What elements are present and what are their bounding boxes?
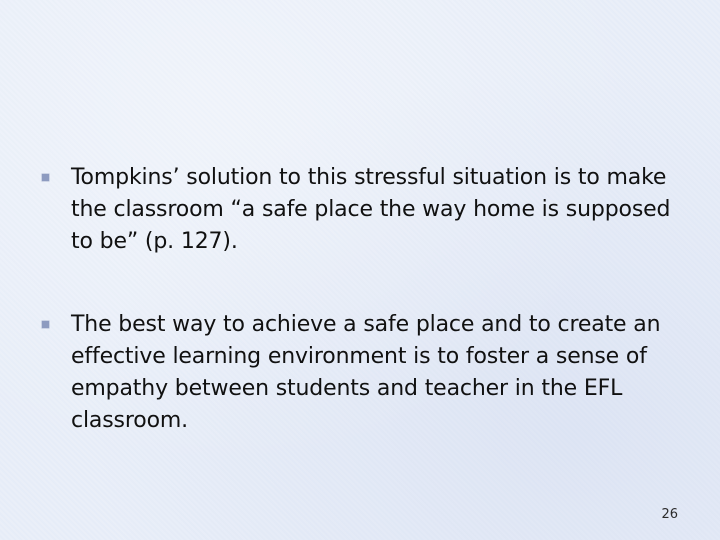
bullet-text-2: The best way to achieve a safe place and to create an effective learning environment is to foster a sense of empathy between students and teacher in the EFL classroom. (71, 312, 661, 433)
bullet-list (42, 162, 682, 437)
bullet-item-1 (42, 162, 682, 258)
bullet-item-2 (42, 309, 682, 437)
page-number: 26 (661, 507, 678, 522)
bullet-text-1: Tompkins’ solution to this stressful situation is to make the classroom “a safe place the way home is supposed to be” (p. 127). (71, 165, 671, 254)
square-bullet-icon (42, 174, 49, 181)
square-bullet-icon (42, 321, 49, 328)
